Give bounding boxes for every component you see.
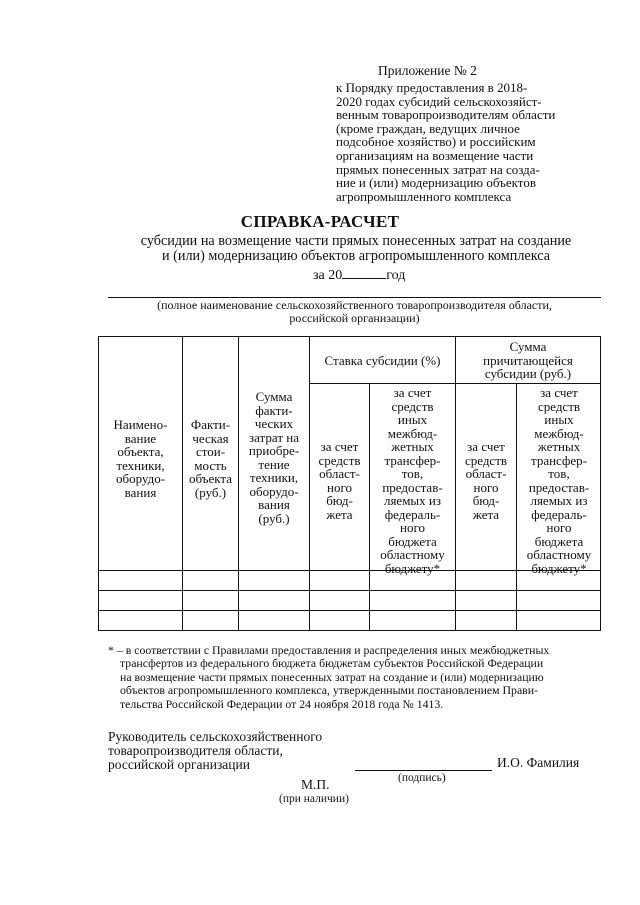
appendix-line: подсобное хозяйство) и российским bbox=[336, 134, 536, 150]
stamp-label: М.П. bbox=[301, 777, 330, 792]
header-subsidy-due: Сумма причитающейся субсидии (руб.) bbox=[483, 339, 573, 381]
appendix-line: к Порядку предоставления в 2018- bbox=[336, 80, 528, 95]
signature-name: И.О. Фамилия bbox=[497, 755, 580, 770]
document-title: СПРАВКА-РАСЧЕТ bbox=[240, 212, 400, 231]
appendix-line: прямых понесенных затрат на созда- bbox=[336, 161, 540, 177]
org-caption-line: российской организации) bbox=[289, 311, 420, 326]
appendix-line: организациям на возмещение части bbox=[336, 147, 534, 163]
subtitle-line: субсидии на возмещение части прямых понесенных затрат на создание bbox=[140, 233, 572, 249]
footnote: * – в соответствии с Правилами предоставления и распределения иных межбюджетных трансфертов из федерального бюджета бюджетам субъектов Российской Федерации на возмещение части прямых понесенных затрат на создание и (или) модернизацию объектов агропромышленного комплекса, утвержденными постановлением Прави- тельства Российской Федерации от 24 ноября 2018 года № 1413. bbox=[108, 643, 550, 711]
appendix-line: ние и (или) модернизацию объектов bbox=[336, 175, 536, 191]
header-regional-budget-2: за счет средств област- ного бюд- жета bbox=[464, 439, 508, 522]
appendix-line: 2020 годах субсидий сельскохозяйст- bbox=[336, 93, 542, 109]
signature-line bbox=[355, 770, 492, 771]
org-caption-line: (полное наименование сельскохозяйственного товаропроизводителя области, bbox=[157, 298, 552, 312]
appendix-line: (кроме граждан, ведущих личное bbox=[336, 120, 520, 136]
signature-title: Руководитель сельскохозяйственного товаропроизводителя области, российской организации bbox=[108, 729, 323, 772]
appendix-line: агропромышленного комплекса bbox=[336, 188, 512, 204]
header-actual-expenses: Сумма факти- ческих затрат на приобре- тение техники, оборудо- вания (руб.) bbox=[248, 389, 300, 526]
header-regional-budget: за счет средств област- ного бюд- жета bbox=[318, 439, 361, 522]
header-object-name: Наимено- вание объекта, техники, оборудо- вания bbox=[113, 417, 168, 500]
appendix-line: венным товаропроизводителям области bbox=[336, 107, 556, 123]
header-federal-transfers-2: за счет средств иных межбюд- жетных трансфер- тов, предостав- ляемых из федераль- ного бюджета областному бюджету* bbox=[526, 385, 592, 576]
header-federal-transfers: за счет средств иных межбюд- жетных трансфер- тов, предостав- ляемых из федераль- ного бюджета областному бюджету* bbox=[380, 385, 445, 576]
subtitle-line: и (или) модернизацию объектов агропромышленного комплекса bbox=[162, 248, 550, 264]
year-suffix: год bbox=[386, 268, 406, 283]
header-actual-cost: Факти- ческая стои- мость объекта (руб.) bbox=[188, 417, 233, 500]
appendix-title: Приложение № 2 bbox=[378, 63, 477, 78]
header-subsidy-rate: Ставка субсидии (%) bbox=[324, 353, 441, 368]
stamp-note: (при наличии) bbox=[279, 793, 349, 805]
year-prefix: за 20 bbox=[313, 268, 343, 283]
signature-caption: (подпись) bbox=[398, 772, 446, 784]
